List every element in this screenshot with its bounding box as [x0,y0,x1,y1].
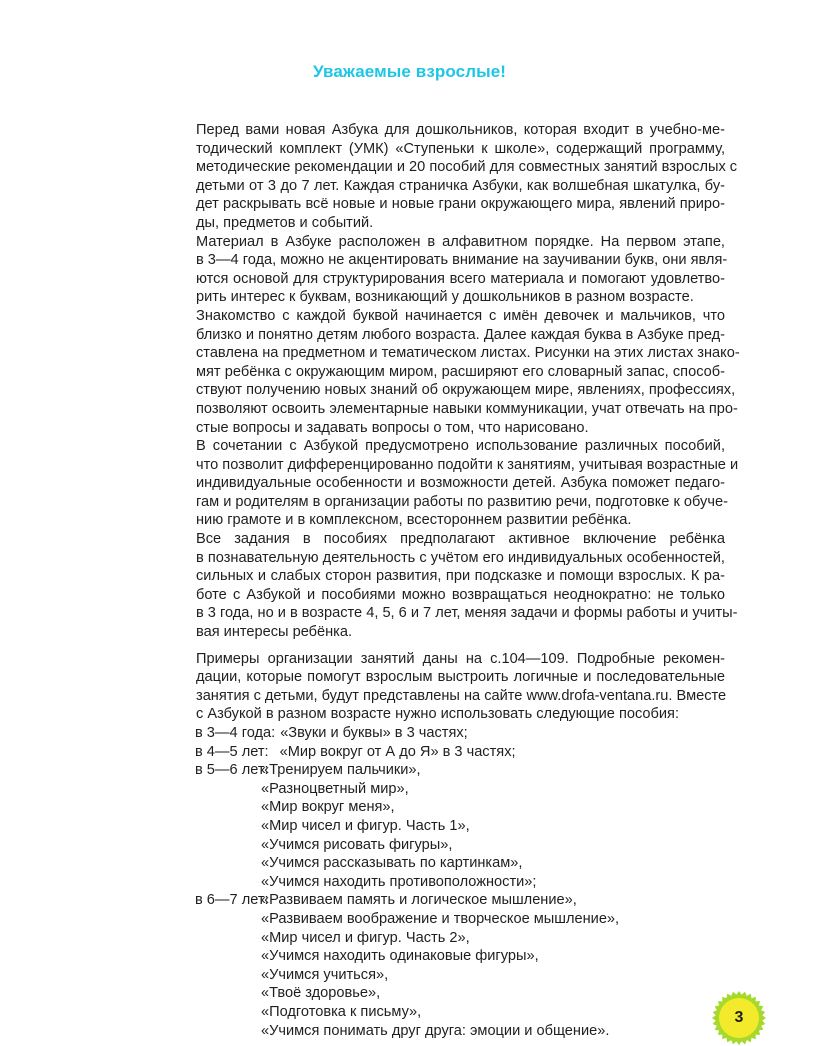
paragraph-line: боте с Азбукой и пособиями можно возвращаться неоднократно: не только [196,586,725,603]
manual-age [168,984,261,1003]
paragraph-line: Знакомство с каждой буквой начинается с имён девочек и мальчиков, что [196,307,725,324]
paragraph-line: ды, предметов и событий. [196,214,374,231]
paragraph-line: стые вопросы и задавать вопросы о том, что нарисовано. [196,419,589,436]
manual-title: «Разноцветный мир», [261,780,409,797]
paragraph-line: в 3—4 года, можно не акцентировать внимание на заучивании букв, они явля- [196,252,728,269]
manual-age: в 4—5 лет: [195,743,269,760]
paragraph [168,530,738,642]
manual-row [168,780,725,799]
manual-title: «Твоё здоровье», [261,985,381,1002]
manuals-list [168,724,725,1040]
manual-row [168,724,725,743]
manual-age [168,910,261,929]
paragraph [168,233,728,307]
manual-row [168,1003,725,1022]
manual-age [168,836,261,855]
manual-title: «Мир чисел и фигур. Часть 2», [261,929,470,946]
manual-title: «Учимся понимать друг друга: эмоции и общение». [261,1022,610,1039]
manual-row [168,891,725,910]
paragraph-line: Примеры организации занятий даны на с.104—109. Подробные рекомен- [196,650,725,667]
manual-row [168,873,725,892]
paragraph-gap [168,642,725,650]
paragraph-line: с Азбукой в разном возрасте нужно использовать следующие пособия: [196,706,680,723]
manual-row [168,966,725,985]
paragraph-line: нию грамоте и в комплексном, всестороннем развитии ребёнка. [196,512,632,529]
manual-age [168,1022,261,1041]
manual-row [168,984,725,1003]
paragraph-line: занятия с детьми, будут представлены на сайте www.drofa-ventana.ru. Вместе [196,687,727,704]
manual-title: «Мир вокруг от А до Я» в 3 частях; [279,743,516,760]
paragraph-line: дет раскрывать всё новые и новые грани окружающего мира, явлений приро- [196,196,725,213]
paragraph [168,121,738,233]
paragraph-line: индивидуальные особенности и возможности детей. Азбука поможет педаго- [196,475,725,492]
paragraph-line: Материал в Азбуке расположен в алфавитном порядке. На первом этапе, [196,233,725,250]
manual-row [168,817,725,836]
paragraph-line: методические рекомендации и 20 пособий для совместных занятий взрослых с [196,159,738,176]
paragraph-line: детьми от 3 до 7 лет. Каждая страничка Азбуки, как волшебная шкатулка, бу- [196,177,725,194]
paragraph [168,437,739,530]
paragraph-line: в 3 года, но и в возрасте 4, 5, 6 и 7 лет, меняя задачи и формы работы и учиты- [196,605,738,622]
manual-row [168,761,725,780]
paragraph-line: Все задания в пособиях предполагают активное включение ребёнка [196,531,725,548]
manual-row [168,910,725,929]
manual-title: «Учимся рассказывать по картинкам», [261,855,523,872]
paragraph-line: рить интерес к буквам, возникающий у дошкольников в разном возрасте. [196,289,694,306]
manual-age [168,947,261,966]
paragraph-line: в познавательную деятельность с учётом его индивидуальных особенностей, [196,549,725,566]
paragraph-line: сильных и слабых сторон развития, при подсказке и помощи взрослых. К ра- [196,568,725,585]
manual-age: в 6—7 лет: [195,892,269,909]
manual-row [168,743,725,762]
manual-row [168,836,725,855]
manual-age [168,873,261,892]
paragraph-line: мят ребёнка с окружающим миром, расширяют его словарный запас, способ- [196,363,725,380]
manual-title: «Мир чисел и фигур. Часть 1», [261,817,470,834]
manual-row [168,929,725,948]
manual-row [168,798,725,817]
manual-title: «Учимся рисовать фигуры», [261,836,453,853]
paragraph-line: гам и родителям в организации работы по развитию речи, подготовке к обуче- [196,493,728,510]
manual-age [168,1003,261,1022]
manual-age [168,798,261,817]
paragraph-line: позволяют освоить элементарные навыки коммуникации, учат отвечать на про- [196,400,738,417]
paragraph-line: близко и понятно детям любого возраста. Далее каждая буква в Азбуке пред- [196,326,725,343]
manual-age: в 5—6 лет: [195,762,269,779]
manual-title: «Учимся учиться», [261,966,389,983]
manual-title: «Звуки и буквы» в 3 частях; [280,725,468,741]
manual-row [168,854,725,873]
paragraph-line: Перед вами новая Азбука для дошкольников, которая входит в учебно-ме- [196,122,725,138]
manual-title: «Учимся находить одинаковые фигуры», [261,948,539,965]
manual-title: «Развиваем память и логическое мышление», [261,892,577,909]
manual-age [168,929,261,948]
page-title: Уважаемые взрослые! [312,62,507,81]
manual-title: «Развиваем воображение и творческое мышление», [261,910,620,927]
manual-title: «Подготовка к письму», [261,1003,422,1020]
manual-row [168,1022,725,1041]
paragraph-line: дации, которые помогут взрослым выстроить логичные и последовательные [196,669,725,686]
manual-age [168,966,261,985]
paragraphs [168,121,740,724]
paragraph-line: тодический комплект (УМК) «Ступеньки к школе», содержащий программу, [196,140,725,157]
manual-title: «Мир вокруг меня», [261,799,395,816]
manual-age: в 3—4 года: [195,725,276,741]
manual-age [168,780,261,799]
paragraph-line: что позволит дифференцированно подойти к занятиям, учитывая возрастные и [196,456,739,473]
paragraph-line: ются основой для структурирования всего материала и помогают удовлетво- [196,270,725,287]
paragraph [168,650,725,724]
page-number: 3 [734,1009,744,1026]
paragraph-line: вая интересы ребёнка. [196,624,353,641]
manual-row [168,947,725,966]
body-text [168,121,740,1040]
paragraph-line: В сочетании с Азбукой предусмотрено использование различных пособий, [196,438,725,455]
manual-title: «Тренируем пальчики», [261,762,421,779]
paragraph [168,307,740,437]
paragraph-line: ставлена на предметном и тематическом листах. Рисунки на этих листах знако- [196,345,740,362]
manual-age [168,854,261,873]
manual-age [168,817,261,836]
paragraph-line: ствуют получению новых знаний об окружающем мире, явлениях, профессиях, [196,382,736,399]
manual-title: «Учимся находить противоположности»; [261,873,537,890]
